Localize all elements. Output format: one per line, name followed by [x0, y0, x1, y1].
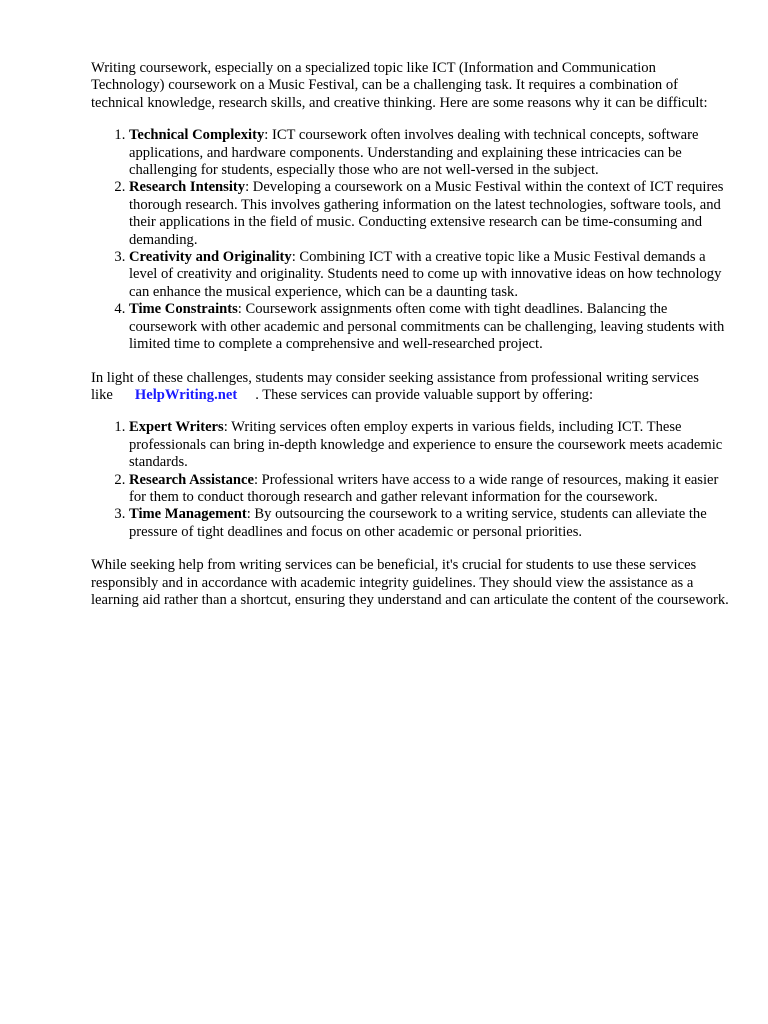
list-item	[129, 127, 731, 179]
helpwriting-link[interactable]: HelpWriting.net	[134, 386, 238, 403]
list-item	[129, 179, 731, 249]
list-item-text: : Coursework assignments often come with tight deadlines. Balancing the coursework with other academic and personal commitments can be challenging, leaving students with limited time to complete a comprehensive and well-researched project.	[129, 301, 725, 353]
list-item	[129, 419, 731, 471]
list-item-text: : Combining ICT with a creative topic like a Music Festival demands a level of creativity and originality. Students need to come up with innovative ideas on how technology can enhance the musical experience, which can be a daunting task.	[129, 249, 722, 300]
list-item-term: Creativity and Originality	[129, 249, 292, 266]
help-paragraph-before: In light of these challenges, students may consider seeking assistance from professional writing services like	[91, 369, 699, 403]
challenges-list	[91, 127, 731, 353]
list-item	[129, 301, 731, 353]
list-item-text: : By outsourcing the coursework to a writing service, students can alleviate the pressure of tight deadlines and focus on other academic or personal priorities.	[129, 506, 707, 540]
intro-paragraph: Writing coursework, especially on a specialized topic like ICT (Information and Communication Technology) coursework on a Music Festival, can be a challenging task. It requires a combination of technical knowledge, research skills, and creative thinking. Here are some reasons why it can be difficult:	[91, 60, 708, 111]
list-item-text: : ICT coursework often involves dealing with technical concepts, software applications, and hardware components. Understanding and explaining these intricacies can be challenging for students, especially those who are not well-versed in the subject.	[129, 127, 699, 179]
list-item-term: Expert Writers	[129, 419, 224, 436]
help-paragraph-after: . These services can provide valuable support by offering:	[255, 386, 594, 403]
list-item-term: Time Constraints	[129, 301, 238, 318]
list-item-term: Research Intensity	[129, 179, 246, 196]
closing-paragraph: While seeking help from writing services can be beneficial, it's crucial for students to use these services responsibly and in accordance with academic integrity guidelines. They should view the assistance as a learning aid rather than a shortcut, ensuring they understand and can articulate the content of the coursework.	[91, 557, 729, 608]
list-item-term: Time Management	[129, 506, 247, 523]
list-item-text: : Writing services often employ experts in various fields, including ICT. These professionals can bring in-depth knowledge and experience to ensure the coursework meets academic standards.	[129, 419, 723, 471]
list-item-term: Technical Complexity	[129, 127, 265, 144]
list-item	[129, 472, 731, 507]
list-item-text: : Professional writers have access to a wide range of resources, making it easier for them to conduct thorough research and gather relevant information for the coursework.	[129, 471, 719, 505]
list-item-text: : Developing a coursework on a Music Festival within the context of ICT requires thorough research. This involves gathering information on the latest technologies, software tools, and their applications in the field of music. Conducting extensive research can be time-consuming and demanding.	[129, 179, 724, 248]
list-item	[129, 506, 731, 541]
help-paragraph	[91, 370, 731, 405]
benefits-list	[91, 419, 731, 541]
document-body	[91, 60, 731, 609]
list-item	[129, 249, 731, 301]
list-item-term: Research Assistance	[129, 471, 254, 488]
